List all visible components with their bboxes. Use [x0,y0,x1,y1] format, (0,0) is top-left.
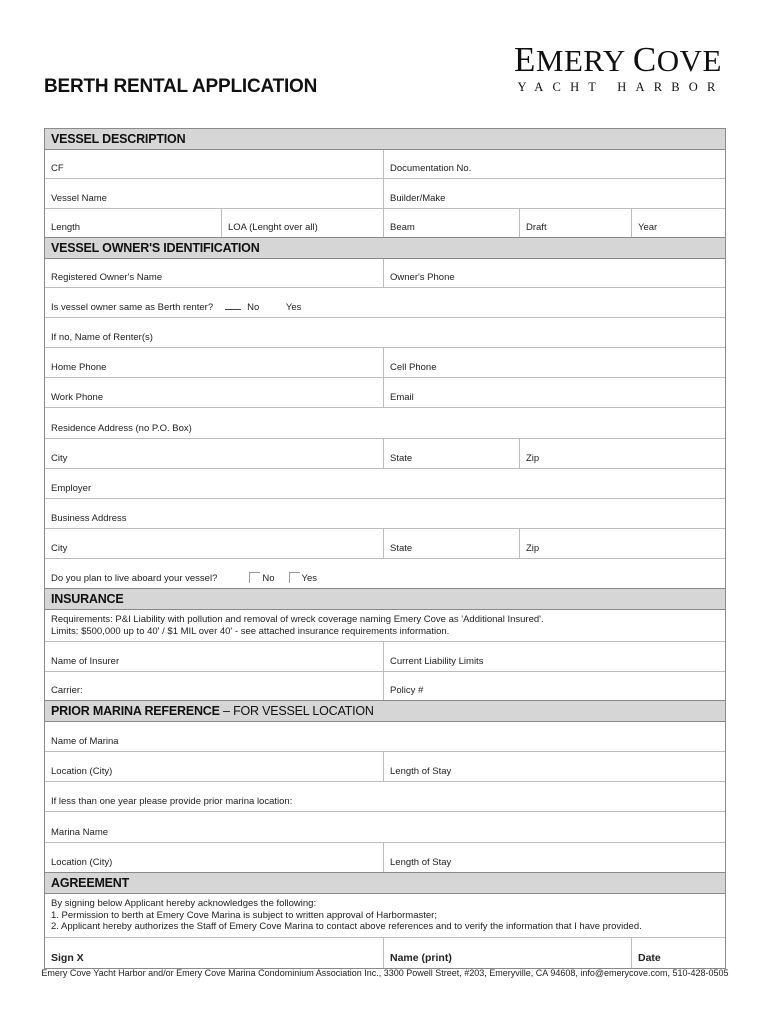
length-label: Length [51,222,81,233]
row-business-address[interactable] [45,499,725,529]
business-city-label: City [51,543,68,554]
row-residence-address[interactable] [45,408,725,439]
prior-marina-note-label: If less than one year please provide prior marina location: [51,796,293,807]
row-insurance-requirements [45,610,725,642]
cf-field[interactable] [45,150,383,178]
work-phone-label: Work Phone [51,392,104,403]
liability-limits-field[interactable] [383,642,725,671]
same-as-renter-label: Is vessel owner same as Berth renter? [51,302,214,313]
prior-length-of-stay-field[interactable] [383,843,725,872]
builder-make-label: Builder/Make [390,193,446,204]
residence-address-label: Residence Address (no P.O. Box) [51,423,192,434]
email-field[interactable] [383,378,725,407]
loa-label: LOA (Lenght over all) [228,222,318,233]
same-as-renter-question [51,302,301,313]
length-field[interactable] [45,209,221,237]
insurer-label: Name of Insurer [51,656,120,667]
cell-phone-label: Cell Phone [390,362,437,373]
home-phone-label: Home Phone [51,362,107,373]
city-field[interactable] [45,439,383,468]
agreement-text [51,898,719,933]
logo-wordmark: EMERY COVE [514,40,722,79]
length-of-stay-label: Length of Stay [390,766,452,777]
page-title: BERTH RENTAL APPLICATION [44,76,318,97]
row-insurer [45,642,725,672]
live-aboard-yes[interactable]: Yes [301,573,318,584]
row-prior-marina-name[interactable] [45,812,725,843]
row-prior-marina-location [45,843,725,873]
prior-marina-subheading: – FOR VESSEL LOCATION [219,704,374,718]
documentation-no-label: Documentation No. [390,163,472,174]
beam-label: Beam [390,222,415,233]
section-prior-marina [45,701,725,722]
row-signature [45,938,725,968]
marina-name-label: Name of Marina [51,736,119,747]
registered-owner-label: Registered Owner's Name [51,272,163,283]
section-owner-identification: VESSEL OWNER'S IDENTIFICATION [45,238,725,259]
row-live-aboard [45,559,725,589]
sign-label: Sign X [51,952,84,964]
insurance-requirements-line: Requirements: P&I Liability with pollution and removal of wreck coverage naming Emery Cove as 'Additional Insured'. [51,614,544,625]
city-label: City [51,453,68,464]
vessel-name-label: Vessel Name [51,193,107,204]
email-label: Email [390,392,414,403]
liability-limits-label: Current Liability Limits [390,656,484,667]
row-length [45,209,725,238]
row-work-phone [45,378,725,408]
row-agreement-text [45,894,725,938]
business-state-field[interactable] [383,529,520,558]
same-as-renter-no[interactable]: No [247,302,260,313]
name-print-label: Name (print) [390,952,452,964]
cf-label: CF [51,163,64,174]
length-of-stay-field[interactable] [383,752,725,781]
year-field[interactable] [631,209,725,237]
live-aboard-no-checkbox[interactable] [249,572,260,583]
row-business-city [45,529,725,559]
insurance-limits-line: Limits: $500,000 up to 40' / $1 MIL over 40' - see attached insurance requirements information. [51,625,450,637]
business-zip-label: Zip [526,543,540,554]
builder-make-field[interactable] [383,179,725,208]
owners-phone-field[interactable] [383,259,725,287]
live-aboard-label: Do you plan to live aboard your vessel? [51,573,218,584]
row-same-as-renter [45,288,725,318]
emery-cove-logo [510,40,726,95]
loa-field[interactable] [221,209,384,237]
marina-location-field[interactable] [45,752,383,781]
work-phone-field[interactable] [45,378,383,407]
live-aboard-question [51,572,317,584]
logo-subtitle: YACHT HARBOR [517,80,725,94]
same-as-renter-no-blank[interactable] [225,309,241,310]
section-vessel-description: VESSEL DESCRIPTION [45,129,725,150]
prior-marina-heading: PRIOR MARINA REFERENCE [51,704,220,718]
renter-name-label: If no, Name of Renter(s) [51,332,153,343]
footer-contact: Emery Cove Yacht Harbor and/or Emery Cove Marina Condominium Association Inc., 3300 Powell Street, #203, Emeryville, CA 94608, info@emerycove.com, 510-428-0505 [41,968,729,978]
zip-label: Zip [526,453,540,464]
row-registered-owner [45,259,725,288]
row-city [45,439,725,469]
policy-field[interactable] [383,672,725,700]
live-aboard-no[interactable]: No [262,573,275,584]
vessel-name-field[interactable] [45,179,383,208]
state-field[interactable] [383,439,520,468]
employer-label: Employer [51,483,92,494]
marina-location-label: Location (City) [51,766,113,777]
row-marina-location [45,752,725,782]
insurance-requirements-text [51,614,719,637]
carrier-label: Carrier: [51,685,83,696]
home-phone-field[interactable] [45,348,383,377]
beam-field[interactable] [383,209,520,237]
row-carrier [45,672,725,701]
application-form [44,128,726,969]
cell-phone-field[interactable] [383,348,725,377]
row-cf [45,150,725,179]
row-renter-name[interactable] [45,318,725,348]
name-print-field[interactable] [383,938,632,968]
agreement-item-1: 1. Permission to berth at Emery Cove Marina is subject to written approval of Harbormaster; [51,909,437,921]
date-field[interactable] [631,938,725,968]
signature-field[interactable] [45,938,383,968]
registered-owner-field[interactable] [45,259,383,287]
year-label: Year [638,222,658,233]
row-home-phone [45,348,725,378]
live-aboard-yes-checkbox[interactable] [289,572,300,583]
date-label: Date [638,952,661,964]
policy-label: Policy # [390,685,424,696]
documentation-no-field[interactable] [383,150,725,178]
zip-field[interactable] [519,439,725,468]
row-employer[interactable] [45,469,725,499]
owners-phone-label: Owner's Phone [390,272,455,283]
row-marina-name[interactable] [45,722,725,752]
row-vessel-name [45,179,725,209]
business-city-field[interactable] [45,529,383,558]
agreement-item-2: 2. Applicant hereby authorizes the Staff of Emery Cove Marina to contact above references and to verify the information that I have provided. [51,921,642,932]
draft-label: Draft [526,222,547,233]
prior-marina-location-field[interactable] [45,843,383,872]
insurer-field[interactable] [45,642,383,671]
section-agreement: AGREEMENT [45,873,725,894]
state-label: State [390,453,413,464]
carrier-field[interactable] [45,672,383,700]
draft-field[interactable] [519,209,632,237]
prior-length-of-stay-label: Length of Stay [390,857,452,868]
business-zip-field[interactable] [519,529,725,558]
business-state-label: State [390,543,413,554]
agreement-intro: By signing below Applicant hereby acknowledges the following: [51,898,317,909]
business-address-label: Business Address [51,513,127,524]
section-insurance: INSURANCE [45,589,725,610]
row-prior-marina-note[interactable] [45,782,725,812]
prior-marina-name-label: Marina Name [51,827,109,838]
prior-marina-location-label: Location (City) [51,857,113,868]
same-as-renter-yes[interactable]: Yes [285,302,302,313]
